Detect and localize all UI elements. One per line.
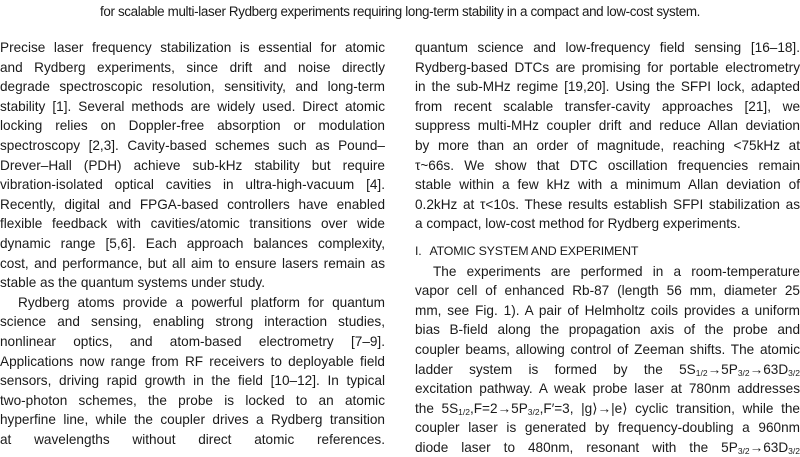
body-text-line: Recently, digital and FPGA-based controllers have enabled <box>0 196 385 212</box>
body-text-line: science and sensing, enabling strong interaction studies, <box>0 314 385 330</box>
body-text-line: at wavelengths without direct atomic references. <box>0 431 385 447</box>
body-text-line: a compact, low-cost method for Rydberg experiments. <box>415 216 741 232</box>
text-fragment: ,F′=3, |g⟩→|e⟩ cyclic transition, while the <box>539 400 800 416</box>
body-text-line: by more than an order of magnitude, reaching <75kHz at <box>415 137 800 153</box>
body-text-line: coupler laser is generated by frequency-doubling a 960nm <box>415 420 800 436</box>
text-fragment: ,F=2→5P <box>469 400 528 416</box>
body-text-line: Precise laser frequency stabilization is essential for atomic <box>0 40 385 55</box>
right-column <box>415 38 800 457</box>
body-text-line: spectroscopy [2,3]. Cavity-based schemes such as Pound– <box>0 137 385 153</box>
body-text-line: hyperfine line, while the coupler drives a Rydberg transition <box>0 412 385 428</box>
text-fragment: →63D <box>749 439 789 455</box>
body-text-line: suppress multi-MHz coupler drift and reduce Allan deviation <box>415 118 800 134</box>
left-column <box>0 38 385 449</box>
body-text-line: vibration-isolated optical cavities in ultra-high-vacuum [4]. <box>0 177 385 193</box>
body-text-line: stable within a few kHz with a minimum Allan deviation of <box>415 177 800 193</box>
section-title: ATOMIC SYSTEM AND EXPERIMENT <box>429 243 639 258</box>
ladder-system-line <box>415 360 800 380</box>
paragraph-start-line: Rydberg atoms provide a powerful platform for quantum <box>18 294 385 310</box>
section-number: I. <box>415 243 422 258</box>
text-fragment: diode laser to 480nm, resonant with the 5P <box>415 439 738 455</box>
subscript: 1/2 <box>695 367 708 378</box>
body-text-line: stable as the quantum systems under study. <box>0 275 265 291</box>
body-text-line: 0.2kHz at τ<10s. These results establish SFPI stabilization as <box>415 196 800 212</box>
paragraph-start-line: The experiments are performed in a room-temperature <box>433 263 800 279</box>
body-text-line: from recent scalable transfer-cavity approaches [21], we <box>415 98 800 114</box>
body-text-line: coupler beams, allowing control of Zeeman shifts. The atomic <box>415 341 800 357</box>
subscript: 3/2 <box>788 367 800 378</box>
body-text-line: sensors, driving rapid growth in the field [10–12]. In typical <box>0 373 385 389</box>
subscript: 3/2 <box>737 367 750 378</box>
body-text-line: τ~66s. We show that DTC oscillation frequencies remain <box>415 157 800 173</box>
subscript: 3/2 <box>788 445 800 456</box>
body-text-line: Rydberg-based DTCs are promising for portable electrometry <box>415 59 800 75</box>
body-text-line: locking relies on Doppler-free absorption or modulation <box>0 118 385 134</box>
body-text-line: nonlinear optics, and atom-based electrometry [7–9]. <box>0 333 385 349</box>
body-text-line: flexible feedback with cavities/atomic transitions over wide <box>0 216 385 232</box>
body-text-line: dynamic range [5,6]. Each approach balances complexity, <box>0 235 385 251</box>
body-text-line: degrade spectroscopic resolution, sensitivity, and long-term <box>0 79 385 95</box>
section-heading <box>415 242 800 262</box>
body-text-line: two-photon schemes, the probe is locked to an atomic <box>0 392 385 408</box>
text-fragment: →5P <box>707 361 738 377</box>
body-text-line: in the sub-MHz regime [19,20]. Using the SFPI lock, adapted <box>415 79 800 95</box>
text-fragment: →63D <box>749 361 789 377</box>
body-text-line: excitation pathway. A weak probe laser at 780nm addresses <box>415 381 800 397</box>
body-text-line: mm, see Fig. 1). A pair of Helmholtz coils provides a uniform <box>415 302 800 318</box>
body-text-line: vapor cell of enhanced Rb-87 (length 56 mm, diameter 25 <box>415 283 800 299</box>
body-text-line: quantum science and low-frequency field sensing [16–18]. <box>415 40 800 55</box>
body-text-line: Drever–Hall (PDH) achieve sub-kHz stability but require <box>0 157 385 173</box>
subscript: 3/2 <box>737 445 750 456</box>
subscript: 3/2 <box>527 406 540 417</box>
transition-line <box>415 399 800 419</box>
resonance-line <box>415 438 800 457</box>
text-fragment: the 5S <box>415 400 459 416</box>
abstract-tail-line: for scalable multi-laser Rydberg experiments requiring long-term stability in a compact and low-cost system. <box>100 4 700 19</box>
body-text-line: bias B-field along the propagation axis of the probe and <box>415 322 800 338</box>
body-text-line: stability [1]. Several methods are widely used. Direct atomic <box>0 98 385 114</box>
text-fragment: ladder system is formed by the 5S <box>415 361 696 377</box>
body-text-line: Applications now range from RF receivers to deployable field <box>0 353 385 369</box>
subscript: 1/2 <box>458 406 470 417</box>
body-text-line: and Rydberg experiments, since drift and noise directly <box>0 59 385 75</box>
body-text-line: cost, and performance, but all aim to ensure lasers remain as <box>0 255 385 271</box>
